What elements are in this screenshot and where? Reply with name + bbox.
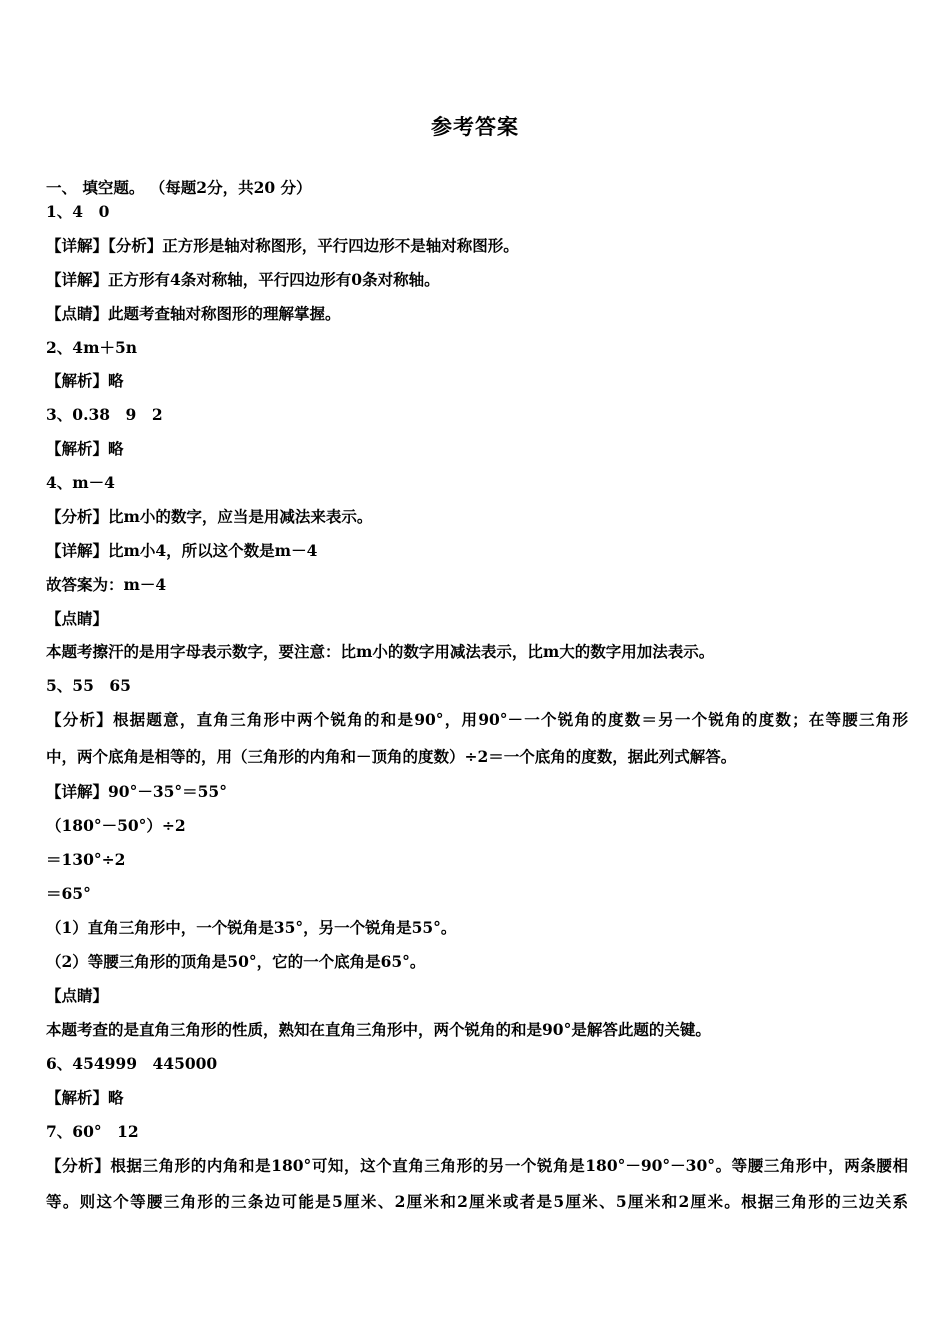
answer-1: 1、4 0 <box>46 202 110 221</box>
answer-3: 3、0.38 9 2 <box>46 405 163 424</box>
answer-line: 【点睛】 <box>46 986 109 1005</box>
answer-4: 4、m－4 <box>46 473 115 492</box>
answer-line: 故答案为：m－4 <box>46 575 167 594</box>
answer-line: （2）等腰三角形的顶角是50°，它的一个底角是65°。 <box>46 952 426 971</box>
answer-line: 【分析】根据题意，直角三角形中两个锐角的和是90°，用90°－一个锐角的度数＝另一个锐角的度数；在等腰三角形 <box>46 710 908 729</box>
answer-6: 6、454999 445000 <box>46 1054 218 1073</box>
answer-7: 7、60° 12 <box>46 1122 139 1141</box>
answer-line: 【解析】略 <box>46 439 124 458</box>
answer-line: ＝65° <box>46 884 91 903</box>
answer-line: 【详解】正方形有4条对称轴，平行四边形有0条对称轴。 <box>46 270 440 289</box>
answer-line: 【详解】90°－35°＝55° <box>46 782 227 801</box>
answer-line: （1）直角三角形中，一个锐角是35°，另一个锐角是55°。 <box>46 918 457 937</box>
answer-line: 本题考擦汗的是用字母表示数字，要注意：比m小的数字用减法表示，比m大的数字用加法表示。 <box>46 642 715 661</box>
answer-line: 【详解】【分析】正方形是轴对称图形，平行四边形不是轴对称图形。 <box>46 236 519 255</box>
section-heading: 一、 填空题。 （每题2分，共20 分） <box>46 178 312 197</box>
answer-line: 【点睛】此题考查轴对称图形的理解掌握。 <box>46 304 341 323</box>
answer-2: 2、4m＋5n <box>46 338 138 357</box>
answer-line: 【分析】根据三角形的内角和是180°可知，这个直角三角形的另一个锐角是180°－90°－30°。等腰三角形中，两条腰相 <box>46 1156 908 1175</box>
answer-line: 【详解】比m小4，所以这个数是m－4 <box>46 541 318 560</box>
answer-line: ＝130°÷2 <box>46 850 126 869</box>
answer-line: 【解析】略 <box>46 371 124 390</box>
answer-5: 5、55 65 <box>46 676 131 695</box>
answer-line: 中，两个底角是相等的，用（三角形的内角和－顶角的度数）÷2＝一个底角的度数，据此列式解答。 <box>46 747 737 766</box>
answer-line: （180°－50°）÷2 <box>46 816 186 835</box>
answer-line: 【分析】比m小的数字，应当是用减法来表示。 <box>46 507 373 526</box>
answer-line: 本题考查的是直角三角形的性质，熟知在直角三角形中，两个锐角的和是90°是解答此题的关键。 <box>46 1020 711 1039</box>
answer-line: 【点睛】 <box>46 609 109 628</box>
answer-line: 等。则这个等腰三角形的三条边可能是5厘米、2厘米和2厘米或者是5厘米、5厘米和2厘米。根据三角形的三边关系 <box>46 1192 908 1211</box>
answer-line: 【解析】略 <box>46 1088 124 1107</box>
page-title: 参考答案 <box>431 114 519 139</box>
